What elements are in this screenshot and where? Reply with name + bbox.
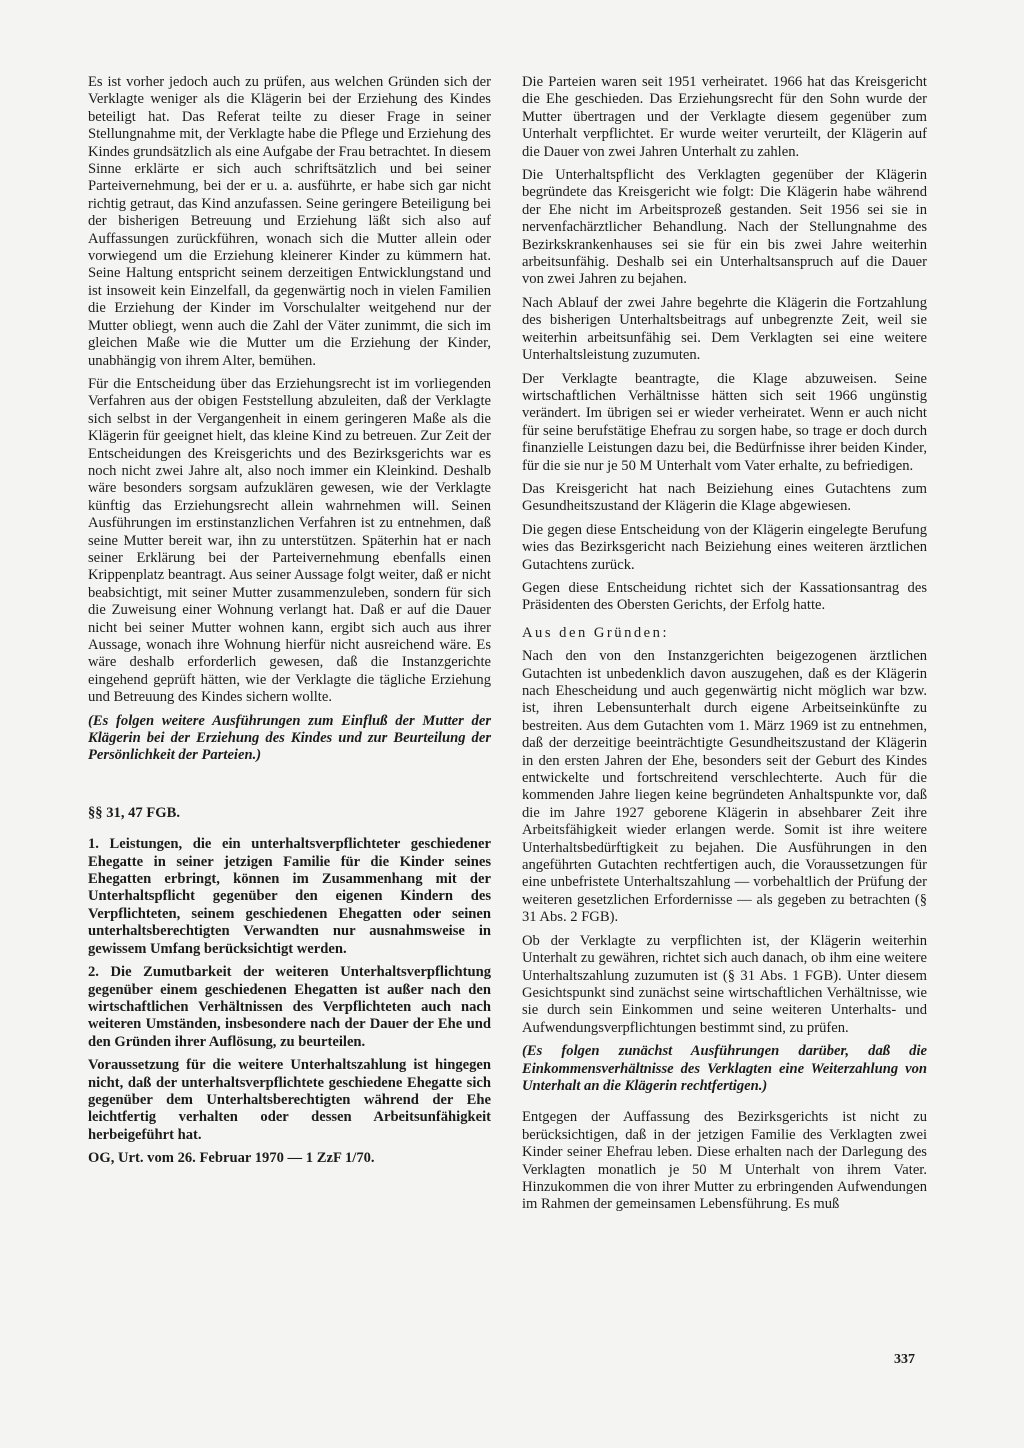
editorial-note: (Es folgen weitere Ausführungen zum Einfluß der Mutter der Klägerin bei der Erziehung des Kindes und zur Beurteilung der Persönlichkeit der Parteien.) xyxy=(88,712,491,764)
body-paragraph: Die gegen diese Entscheidung von der Klägerin eingelegte Berufung wies das Bezirksgericht nach Beiziehung eines weiteren ärztlichen Gutachtens zurück. xyxy=(522,521,927,573)
body-paragraph: Das Kreisgericht hat nach Beiziehung eines Gutachtens zum Gesundheitszustand der Klägerin die Klage abgewiesen. xyxy=(522,480,927,515)
left-column xyxy=(88,74,491,1174)
editorial-note: (Es folgen zunächst Ausführungen darüber, daß die Einkommensverhältnisse des Verklagten eine Weiterzahlung von Unterhalt an die Klägerin rechtfertigen.) xyxy=(522,1043,927,1094)
body-paragraph: Für die Entscheidung über das Erziehungsrecht ist im vorliegenden Verfahren aus der obigen Feststellung abzuleiten, daß der Verklagte sich selbst in der Vergangenheit in einem geringeren Maße als die Klägerin für geeignet hielt, das kleine Kind zu betreuen. Zur Zeit der Entscheidungen des Kreisgerichts und des Bezirksgerichts war es noch nicht zwei Jahre alt, also noch immer ein Kleinkind. Deshalb wäre besonders sorgsam aufzuklären gewesen, wie der Verklagte künftig das Erziehungsrecht allein wahrnehmen will. Seinen Ausführungen im erstinstanzlichen Verfahren ist zu entnehmen, daß seine Mutter bereit war, ihn zu unterstützen. Späterhin hat er nach seiner Erklärung bei der Parteivernehmung ebenfalls einen Krippenplatz beantragt. Aus seiner Aussage folgt weiter, daß er nicht beabsichtigt, mit seiner Mutter zusammenzuleben, sondern für sich die Zuweisung einer Wohnung verlangt hat. Daß er auf die Dauer nicht bei seiner Mutter wohnen kann, ergibt sich auch aus ihrer Aussage, wonach ihre Wohnung hierfür nicht ausreichend wäre. Es wäre deshalb erforderlich gewesen, daß die Instanzgerichte eingehend geprüft hätten, wie der Verklagte die tägliche Erziehung und Betreuung des Kindes sichern wollte. xyxy=(88,375,491,706)
right-column xyxy=(522,74,927,1220)
headnote: Voraussetzung für die weitere Unterhaltszahlung ist hingegen nicht, daß der unterhaltsverpflichtete geschiedene Ehegatte sich gegenüber dem Unterhaltsberechtigten während der Ehe leichtfertig verhalten oder dessen Arbeitsunfähigkeit herbeigeführt hat. xyxy=(88,1057,491,1143)
body-paragraph: Der Verklagte beantragte, die Klage abzuweisen. Seine wirtschaftlichen Verhältnisse hätten sich seit 1966 ungünstig verändert. Im übrigen sei er wieder verheiratet. Wenn er auch nicht für seine berufstätige Ehefrau zu sorgen habe, so trage er doch durch finanzielle Leistungen dazu bei, die Bedürfnisse ihrer beiden Kinder, für die sie nur je 50 M Unterhalt vom Vater erhalte, zu befriedigen. xyxy=(522,370,927,474)
body-paragraph: Entgegen der Auffassung des Bezirksgerichts ist nicht zu berücksichtigen, daß in der jetzigen Familie des Verklagten zwei Kinder seiner Ehefrau leben. Diese erhalten nach der Darlegung des Verklagten monatlich je 50 M Unterhalt von ihrem Vater. Hinzukommen die von ihrer Mutter zu erbringenden Aufwendungen im Rahmen der gemeinsamen Lebensführung. Es muß xyxy=(522,1109,927,1213)
body-paragraph: Die Unterhaltspflicht des Verklagten gegenüber der Klägerin begründete das Kreisgericht wie folgt: Die Klägerin habe während der Ehe nicht im Arbeitsprozeß gestanden. Seit 1956 sei sie in nervenfachärztlicher Behandlung. Nach der Stellungnahme des Bezirkskrankenhauses sei sie für ein bis zwei Jahre weiterhin arbeitsunfähig. Deshalb sei ein Unterhaltsanspruch auf die Dauer von zwei Jahren zu bejahen. xyxy=(522,167,927,288)
section-heading: §§ 31, 47 FGB. xyxy=(88,804,181,821)
body-paragraph: Gegen diese Entscheidung richtet sich der Kassationsantrag des Präsidenten des Obersten Gerichts, der Erfolg hatte. xyxy=(522,579,927,614)
page-number: 337 xyxy=(894,1352,915,1367)
body-paragraph: Nach den von den Instanzgerichten beigezogenen ärztlichen Gutachten ist unbedenklich davon auszugehen, daß es der Klägerin nach Ehescheidung und auch gegenwärtig nicht möglich war bzw. ist, ihren Lebensunterhalt durch eigene Arbeitseinkünfte zu bestreiten. Aus dem Gutachten vom 1. März 1969 ist zu entnehmen, daß der derzeitige beeinträchtigte Gesundheitszustand der Klägerin in den ersten Jahren der Ehe, besonders seit der Geburt des Kindes entwickelte und fortschreitend verschlechterte. Auch für die kommenden Jahre liegen keine begründeten Anhaltspunkte vor, daß die im Jahre 1927 geborene Klägerin in absehbarer Zeit ihre Arbeitsfähigkeit wieder erlangen werde. Somit ist ihre weitere Unterhaltsbedürftigkeit zu bejahen. Die Ausführungen in den angeführten Gutachten rechtfertigen auch, die Voraussetzungen für eine unbefristete Unterhaltszahlung — vorbehaltlich der Prüfung der weiteren gesetzlichen Erfordernisse — als gegeben zu betrachten (§ 31 Abs. 2 FGB). xyxy=(522,648,927,926)
body-paragraph: Es ist vorher jedoch auch zu prüfen, aus welchen Gründen sich der Verklagte weniger als die Klägerin bei der Erziehung des Kindes beteiligt hat. Das Referat teilte zu dieser Frage in seiner Stellungnahme mit, der Verklagte habe die Pflege und Erziehung des Kindes grundsätzlich als eine Aufgabe der Frau betrachtet. In diesem Sinne erklärte er sich auch schriftsätzlich und bei seiner Parteivernehmung, bei der er u. a. ausführte, er habe sich gar nicht richtig getraut, das Kind anzufassen. Seine geringere Beteiligung bei der bisherigen Betreuung und Erziehung läßt sich also auf Auffassungen zurückführen, wonach sich die Mutter allein oder vorwiegend um die Erziehung kleinerer Kinder zu kümmern hat. Seine Haltung entspricht seinem derzeitigen Entwicklungstand und ist insoweit kein Einzelfall, da gegenwärtig noch in vielen Familien die Erziehung der Kinder im Vorschulalter weitgehend nur der Mutter obliegt, wenn auch die Zahl der Väter zunimmt, die sich im gleichen Maße wie die Mutter um die Erziehung der Kinder, unabhängig von ihrem Alter, bemühen. xyxy=(88,74,491,369)
case-citation: OG, Urt. vom 26. Februar 1970 — 1 ZzF 1/70. xyxy=(88,1150,375,1167)
body-paragraph: Ob der Verklagte zu verpflichten ist, der Klägerin weiterhin Unterhalt zu gewähren, richtet sich auch danach, ob ihm eine weitere Unterhaltszahlung zuzumuten ist (§ 31 Abs. 1 FGB). Unter diesem Gesichtspunkt sind zunächst seine wirtschaftlichen Verhältnisse, wie sie durch sein Einkommen und seine weiteren Unterhalts- und Aufwendungsverpflichtungen bestimmt sind, zu prüfen. xyxy=(522,932,927,1036)
headnote: 2. Die Zumutbarkeit der weiteren Unterhaltsverpflichtung gegenüber einem geschiedenen Ehegatten ist außer nach den wirtschaftlichen Verhältnissen des Verpflichteten auch nach weiteren Umständen, insbesondere nach der Dauer der Ehe und den Gründen ihrer Auflösung, zu beurteilen. xyxy=(88,964,491,1050)
headnote: 1. Leistungen, die ein unterhaltsverpflichteter geschiedener Ehegatte in seiner jetzigen Familie für die Kinder seines Ehegatten erbringt, können im Zusammenhang mit der Unterhaltspflicht gegenüber den eigenen Kindern des Verpflichteten, seinem geschiedenen Ehegatten oder seinen unterhaltsberechtigten Verwandten nur ausnahmsweise in gewissem Umfang berücksichtigt werden. xyxy=(88,836,491,957)
body-paragraph: Nach Ablauf der zwei Jahre begehrte die Klägerin die Fortzahlung des bisherigen Unterhaltsbeitrags auf unbegrenzte Zeit, weil sie weiterhin arbeitsunfähig sei. Dem Verklagten sei eine weitere Unterhaltsleistung zuzumuten. xyxy=(522,294,927,364)
body-paragraph: Die Parteien waren seit 1951 verheiratet. 1966 hat das Kreisgericht die Ehe geschieden. Das Erziehungsrecht für den Sohn wurde der Mutter übertragen und der Verklagte diesem gegenüber zum Unterhalt verpflichtet. Er wurde weiter verurteilt, der Klägerin auf die Dauer von zwei Jahren Unterhalt zu zahlen. xyxy=(522,74,927,160)
reasons-heading: Aus den Gründen: xyxy=(522,624,670,641)
